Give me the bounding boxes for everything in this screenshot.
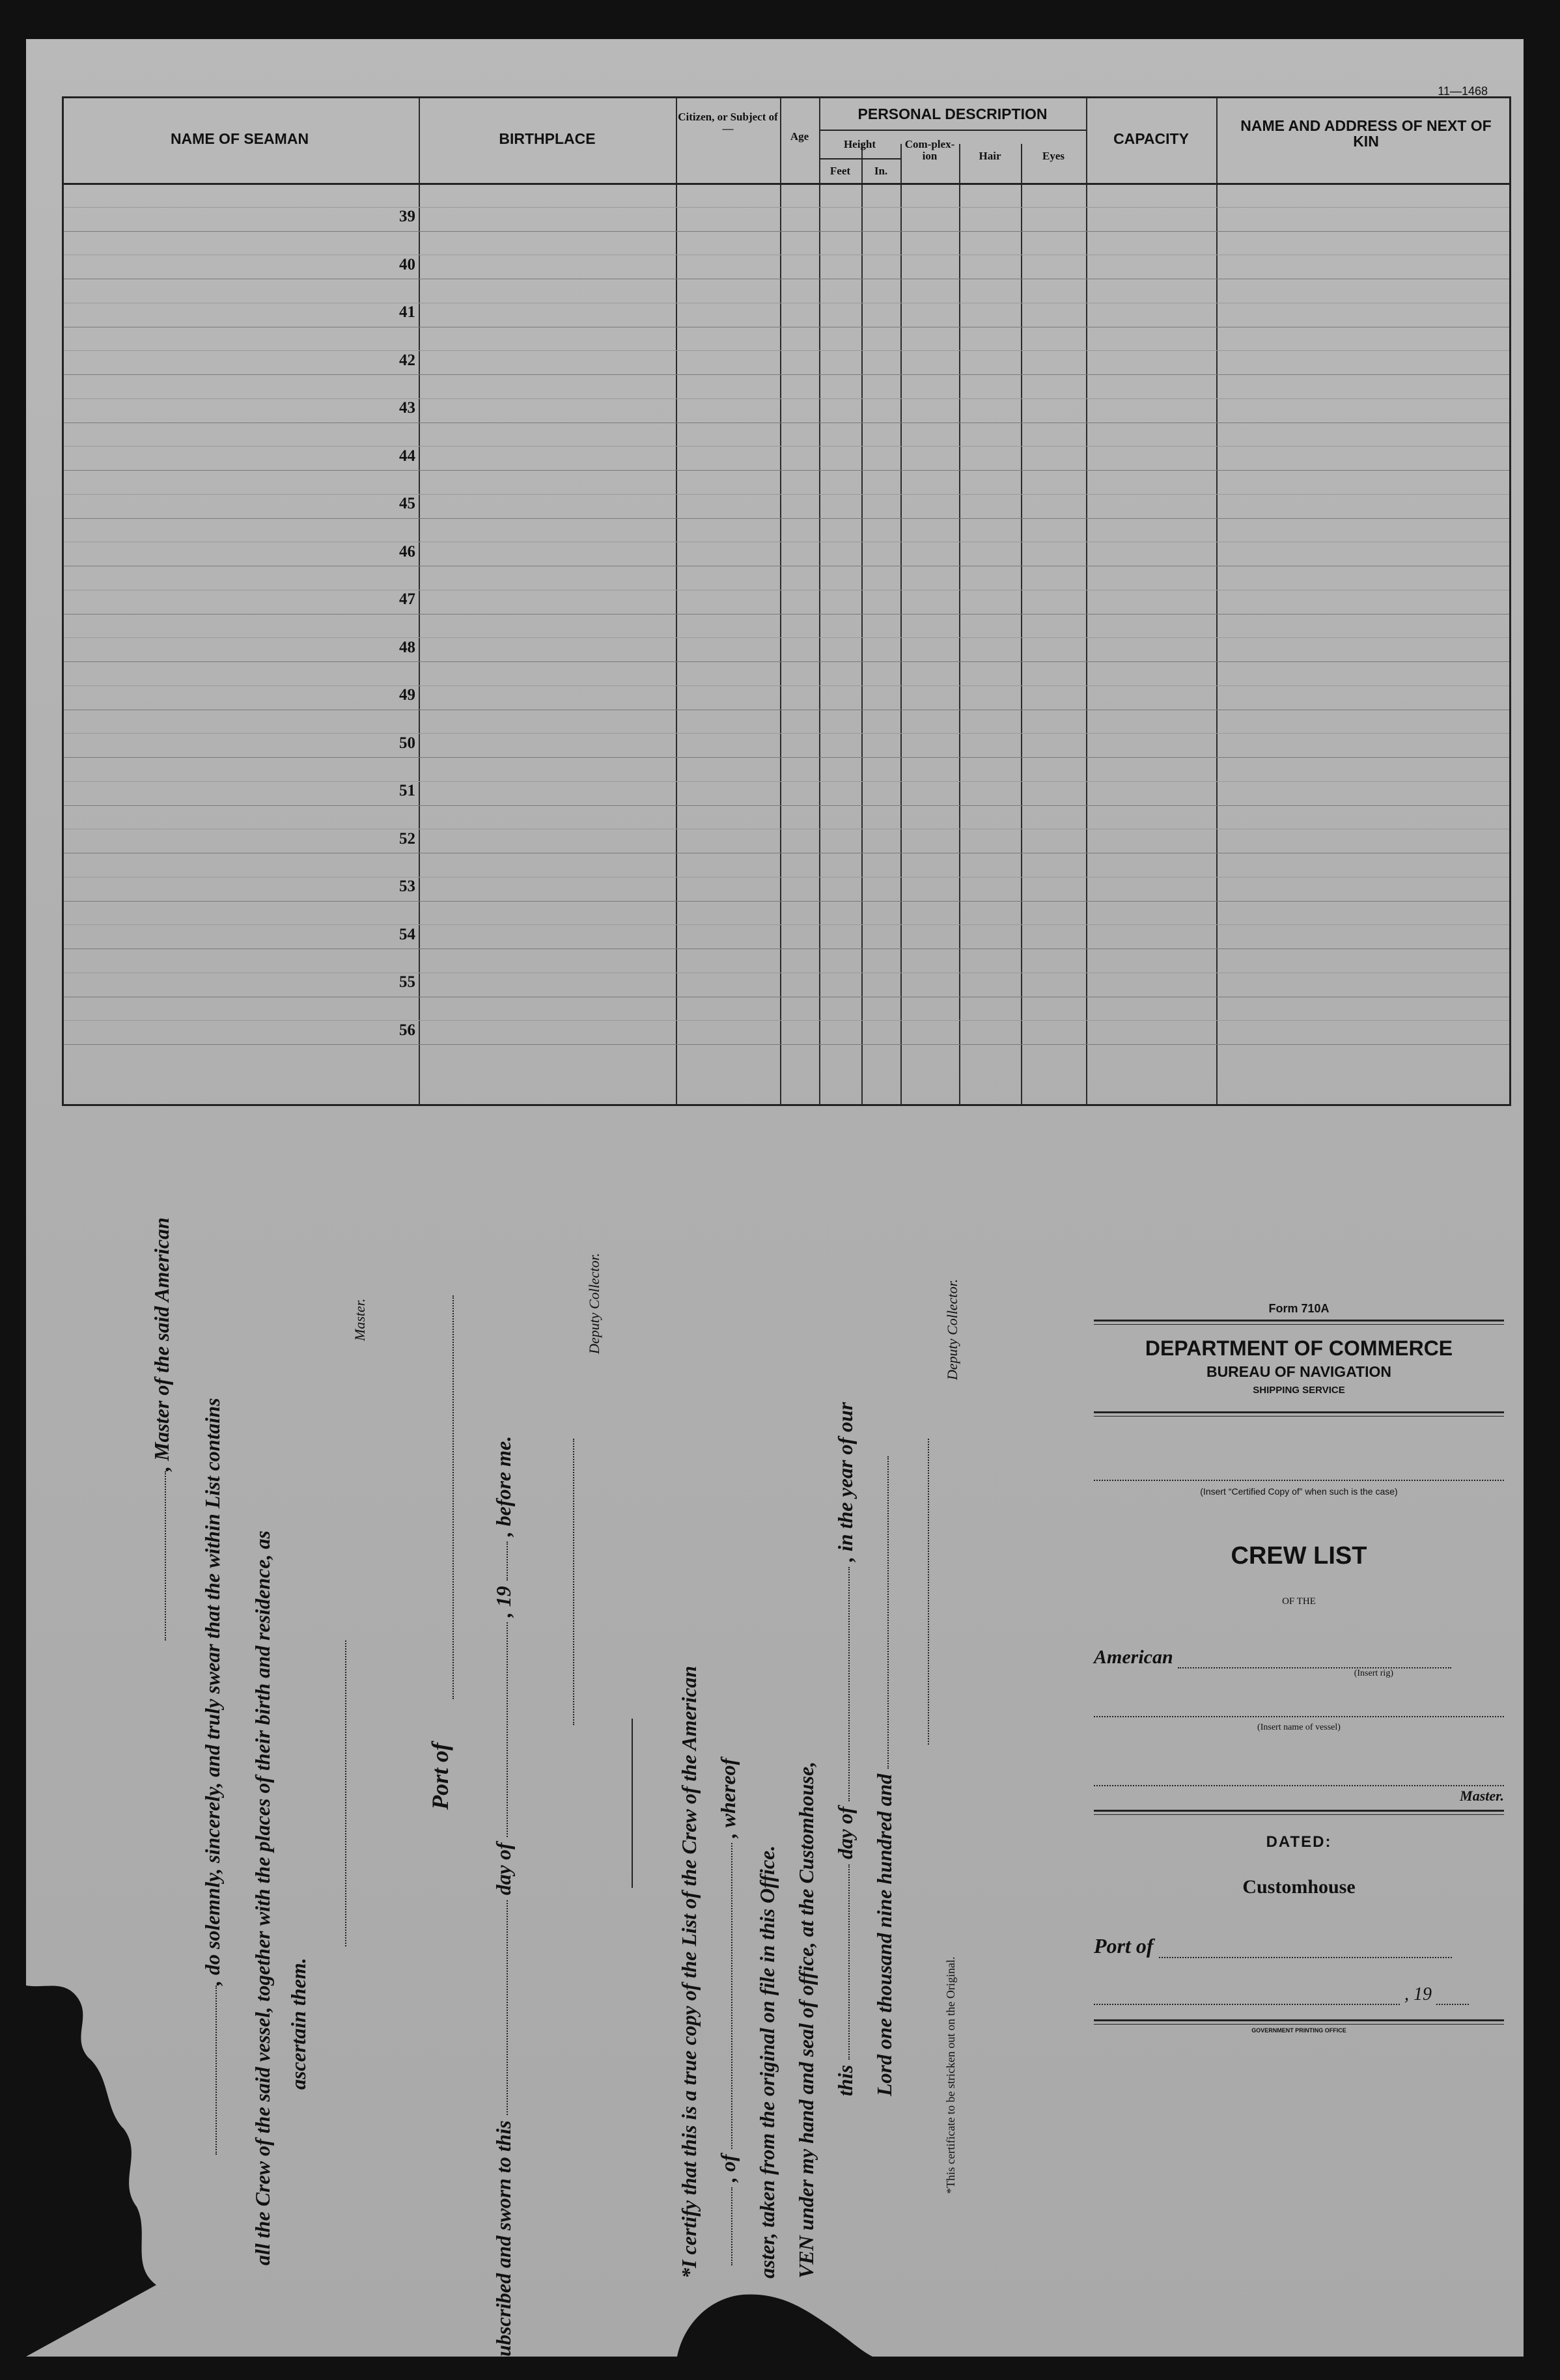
date-line [1094,1984,1504,2005]
row-guide-line [64,494,1509,495]
dated-label: DATED: [1266,1833,1332,1851]
header-age: Age [790,130,809,143]
separator-line [632,1719,634,1888]
year-field[interactable] [1436,2004,1469,2005]
row-number: 49 [399,686,415,704]
header-citizen: Citizen, or Subject of— [678,111,778,135]
row-number: 39 [399,208,415,225]
crew-table [62,96,1511,1106]
header-complexion: Com-plex-ion [904,138,955,162]
this-text: this [833,2064,857,2096]
row-guide-line [64,685,1509,686]
col-divider [1086,98,1087,1104]
subscribed-text: ubscribed and sworn to this [492,2120,515,2357]
form-number: Form 710A [1268,1302,1330,1315]
header-rule [64,183,1509,185]
oath-line-4: ascertain them. [286,1958,310,2090]
cover-rule [1094,1810,1504,1815]
form-code: 11—1468 [1438,85,1488,98]
deputy-collector-label: Deputy Collector. [586,1252,602,1354]
oath-line-3: all the Crew of the said vessel, together with the places of their birth and residence, as [251,1530,274,2265]
cover-rule [1094,1411,1504,1417]
row-number: 55 [399,973,415,991]
given-line: VEN under my hand and seal of office, at the Customhouse, [794,1761,818,2278]
year-label: , 19 [1404,1984,1432,2004]
table-row [64,901,1509,902]
printer-imprint: GOVERNMENT PRINTING OFFICE [1251,2027,1346,2034]
insert-certified-note: (Insert “Certified Copy of” when such is the case) [1200,1486,1398,1497]
lord-line [872,1456,897,2096]
master-label: Master. [1460,1788,1504,1804]
insert-name-note: (Insert name of vessel) [1257,1723,1341,1732]
american-rig-line [1094,1646,1504,1668]
master-taken-line: aster, taken from the original on file in this Office. [755,1845,779,2278]
blank-line[interactable] [504,1622,508,1837]
row-number: 47 [399,590,415,608]
american-label: American [1094,1646,1173,1668]
header-rule [819,130,1086,131]
col-divider [676,98,677,1104]
in-year-text: , in the year of our [833,1402,857,1562]
service-title: SHIPPING SERVICE [1253,1385,1345,1396]
blank-line[interactable] [885,1456,889,1769]
table-row [64,661,1509,662]
row-guide-line [64,877,1509,878]
header-name-of-seaman: NAME OF SEAMAN [170,130,309,147]
master-label: Master. [352,1298,368,1341]
row-number: 46 [399,542,415,560]
col-divider [959,144,960,1104]
port-line [1094,1934,1504,1958]
certify-line: *I certify that this is a true copy of the List of the Crew of the American [677,1665,701,2278]
torn-edge-damage [26,1959,872,2357]
row-number: 42 [399,351,415,369]
col-divider [900,144,902,1104]
table-row [64,374,1509,375]
row-number: 52 [399,829,415,848]
day-of-text: day of [492,1842,515,1896]
table-row [64,614,1509,615]
table-row [64,470,1509,471]
col-divider [861,144,863,1104]
row-guide-line [64,637,1509,638]
row-number: 56 [399,1021,415,1039]
vessel-name-line[interactable] [1094,1715,1504,1717]
table-row [64,757,1509,758]
master-name-line[interactable] [1094,1784,1504,1786]
cover-rule [1094,1320,1504,1325]
port-line[interactable] [453,1295,455,1699]
department-title: DEPARTMENT OF COMMERCE [1145,1336,1453,1360]
port-of-label: Port of [1094,1934,1154,1958]
header-capacity: CAPACITY [1113,130,1189,147]
table-row [64,1044,1509,1045]
cover-rule [1094,2019,1504,2025]
table-row [64,231,1509,232]
year-text: , 19 [492,1586,515,1618]
row-guide-line [64,207,1509,208]
row-number: 51 [399,782,415,799]
col-divider [1021,144,1022,1104]
blank-line[interactable] [504,1542,508,1581]
col-divider [819,98,820,1104]
row-guide-line [64,1020,1509,1021]
header-hair: Hair [979,150,1001,162]
col-divider [419,98,420,1104]
row-number: 54 [399,925,415,943]
certified-copy-line[interactable] [1094,1478,1504,1481]
table-row [64,518,1509,519]
table-row [64,805,1509,806]
row-guide-line [64,398,1509,399]
oath-text: , Master of the said American [150,1217,173,1471]
row-number: 50 [399,734,415,752]
deputy-signature-line-2[interactable] [928,1439,930,1745]
row-guide-line [64,733,1509,734]
header-height: Height [843,138,876,150]
row-guide-line [64,924,1509,925]
blank-line[interactable] [162,1471,166,1640]
customhouse-label: Customhouse [1242,1876,1356,1898]
cover-panel [1094,1302,1504,2034]
date-field[interactable] [1094,2004,1400,2005]
of-text: , of [716,2154,740,2182]
oath-text: , do solemnly, sincerely, and truly swear that the within List contains [201,1398,224,1986]
row-number: 53 [399,878,415,895]
table-row [64,948,1509,949]
lord-text: Lord one thousand nine hundred and [872,1773,896,2096]
col-divider [1216,98,1218,1104]
port-of-label: Port of [427,1743,453,1810]
header-birthplace: BIRTHPLACE [499,130,596,147]
header-eyes: Eyes [1042,150,1065,162]
row-number: 48 [399,638,415,656]
header-rule [819,158,900,159]
of-the-label: OF THE [1282,1596,1316,1607]
row-number: 40 [399,255,415,273]
insert-rig-note: (Insert rig) [1354,1668,1393,1678]
header-feet: Feet [829,165,851,177]
deputy-collector-label-2: Deputy Collector. [944,1279,960,1380]
row-number: 45 [399,495,415,512]
row-number: 44 [399,447,415,465]
day-of-text: day of [833,1806,857,1859]
crew-list-title: CREW LIST [1231,1542,1367,1570]
row-number: 43 [399,399,415,417]
crew-list-form [26,39,1524,2357]
col-divider [780,98,781,1104]
row-number: 41 [399,303,415,321]
deputy-signature-line[interactable] [573,1439,576,1725]
row-guide-line [64,781,1509,782]
bureau-title: BUREAU OF NAVIGATION [1206,1363,1392,1380]
rig-field[interactable] [1178,1667,1451,1668]
header-inches: In. [874,165,888,177]
table-row [64,422,1509,423]
blank-line[interactable] [846,1567,850,1801]
port-field[interactable] [1159,1957,1452,1958]
master-signature-line[interactable] [345,1640,348,1946]
row-guide-line [64,350,1509,351]
header-personal-description: PERSONAL DESCRIPTION [857,105,1048,122]
header-next-of-kin: NAME AND ADDRESS OF NEXT OF KIN [1240,117,1492,150]
before-me-text: , before me. [492,1435,515,1537]
whereof-text: , whereof [716,1758,740,1838]
oath-line-1 [150,1217,174,1640]
row-guide-line [64,446,1509,447]
certificate-footnote: *This certificate to be stricken out on the Original. [944,1956,957,2194]
